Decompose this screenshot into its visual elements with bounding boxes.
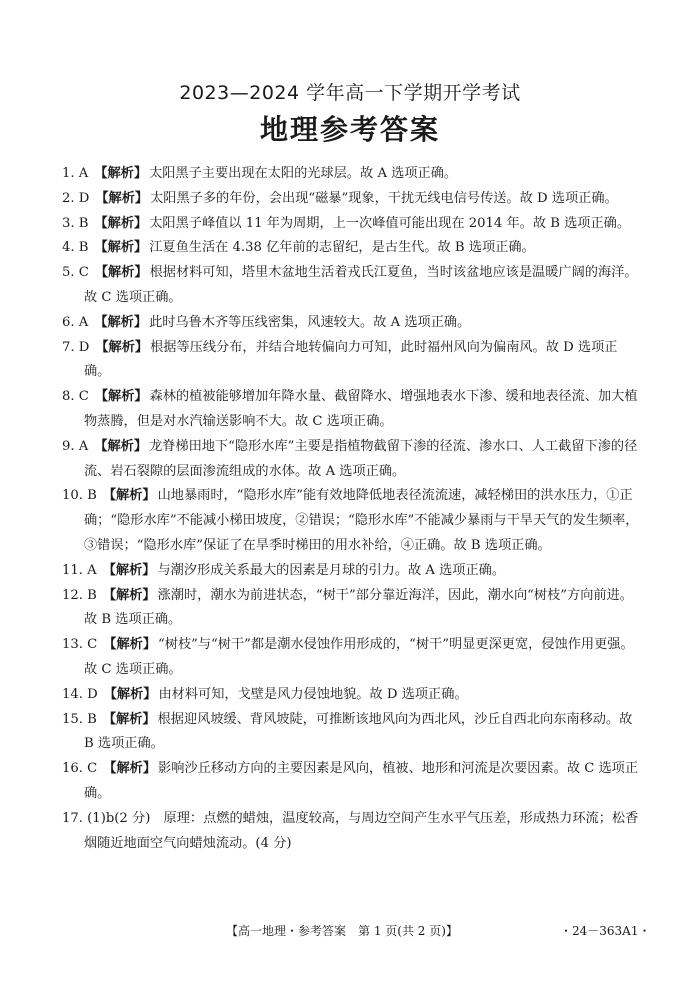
answer-item: 12. B 【解析】 涨潮时，潮水为前进状态，“树干”部分靠近海洋，因此，潮水向“树枝”方向前进。故 B 选项正确。 bbox=[62, 587, 633, 628]
answer-item: 2. D 【解析】 太阳黑子多的年份，会出现“磁暴”现象，干扰无线电信号传送。故 D 选项正确。 bbox=[62, 190, 618, 206]
answer-item: 6. A 【解析】 此时乌鲁木齐等压线密集，风速较大。故 A 选项正确。 bbox=[62, 314, 471, 330]
footer-code: ・24－363A1・ bbox=[560, 924, 651, 938]
answer-list bbox=[62, 162, 642, 856]
answer-item: 10. B 【解析】 山地暴雨时，“隐形水库”能有效地降低地表径流流速，减轻梯田的洪水压力，①正确；“隐形水库”不能减小梯田坡度，②错误；“隐形水库”不能减少暴雨与干旱天气的发生频率，③错误；“隐形水库”保证了在旱季时梯田的用水补给，④正确。故 B 选项正确。 bbox=[62, 488, 639, 553]
answer-item: 1. A 【解析】 太阳黑子主要出现在太阳的光球层。故 A 选项正确。 bbox=[62, 166, 458, 181]
answer-title: 地理参考答案 bbox=[259, 113, 440, 146]
answer-item: 4. B 【解析】 江夏鱼生活在 4.38 亿年前的志留纪，是古生代。故 B 选项正确。 bbox=[62, 240, 535, 256]
answer-item: 14. D 【解析】 由材料可知，戈壁是风力侵蚀地貌。故 D 选项正确。 bbox=[62, 686, 468, 702]
answer-item: 13. C 【解析】 “树枝”与“树干”都是潮水侵蚀作用形成的，“树干”明显更深更宽，侵蚀作用更强。故 C 选项正确。 bbox=[62, 637, 634, 677]
answer-item: 8. C 【解析】 森林的植被能够增加年降水量、截留降水、增强地表水下渗、缓和地表径流、加大植物蒸腾，但是对水汽输送影响不大。故 C 选项正确。 bbox=[62, 389, 638, 429]
answer-item: 11. A 【解析】 与潮汐形成关系最大的因素是月球的引力。故 A 选项正确。 bbox=[62, 562, 506, 578]
answer-item: 9. A 【解析】 龙脊梯田地下“隐形水库”主要是指植物截留下渗的径流、渗水口、人工截留下渗的径流、岩石裂隙的层面渗流组成的水体。故 A 选项正确。 bbox=[62, 438, 638, 479]
answer-item: 15. B 【解析】 根据迎风坡缓、背风坡陡，可推断该地风向为西北风，沙丘自西北向东南移动。故 B 选项正确。 bbox=[62, 711, 633, 752]
answer-item: 7. D 【解析】 根据等压线分布，并结合地转偏向力可知，此时福州风向为偏南风。故 D 选项正确。 bbox=[62, 339, 618, 380]
answer-item-17: 17. (1)b(2 分) 原理：点燃的蜡烛，温度较高，与周边空间产生水平气压差，形成热力环流；松香烟随近地面空气向蜡烛流动。(4 分) bbox=[62, 810, 639, 851]
footer-page-info: 【高一地理・参考答案 第 1 页(共 2 页)】 bbox=[226, 924, 458, 938]
answer-item: 16. C 【解析】 影响沙丘移动方向的主要因素是风向，植被、地形和河流是次要因素。故 C 选项正确。 bbox=[62, 761, 639, 801]
exam-title: 2023—2024 学年高一下学期开学考试 bbox=[179, 82, 521, 104]
answer-item: 5. C 【解析】 根据材料可知，塔里木盆地生活着戎氏江夏鱼，当时该盆地应该是温暖广阔的海洋。故 C 选项正确。 bbox=[62, 265, 638, 305]
answer-item: 3. B 【解析】 太阳黑子峰值以 11 年为周期，上一次峰值可能出现在 2014 年。故 B 选项正确。 bbox=[62, 215, 631, 231]
